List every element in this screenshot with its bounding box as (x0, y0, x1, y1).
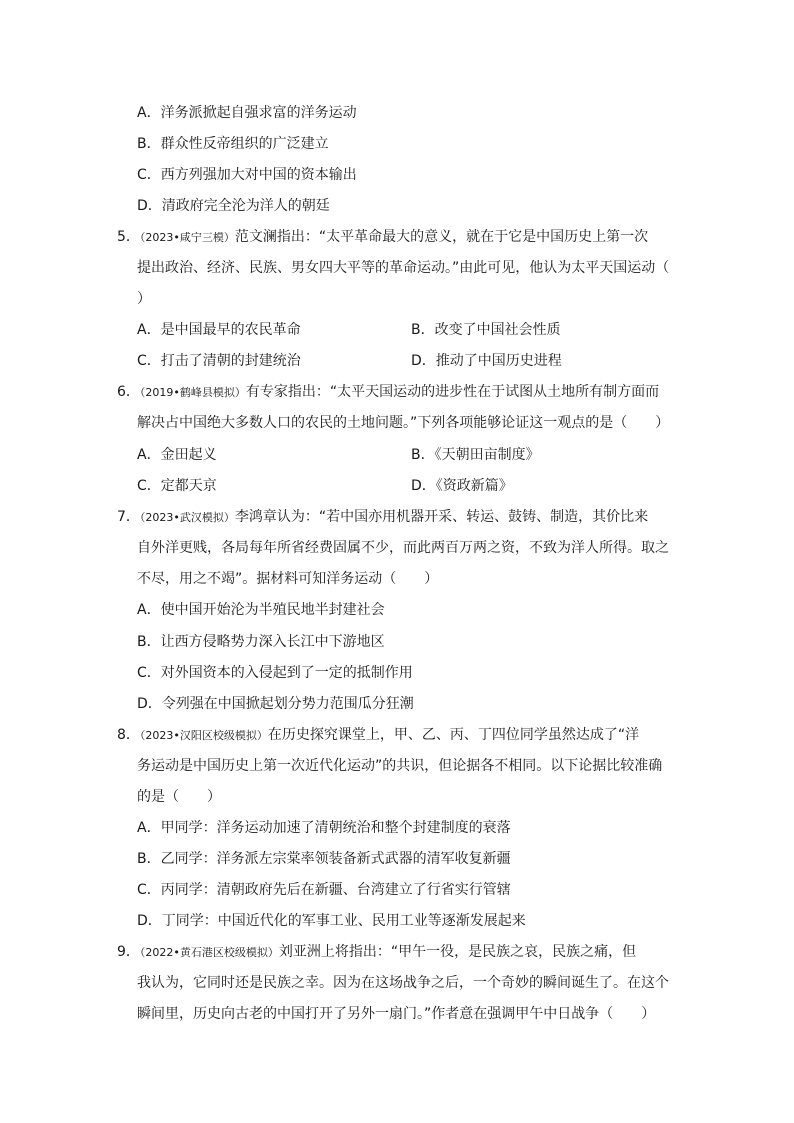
q5-option-d: D．推动了中国历史进程 (411, 353, 562, 369)
q9-line-2: 我认为，它同时还是民族之幸。因为在这场战争之后，一个奇妙的瞬间诞生了。在这个 (137, 975, 669, 991)
q6-number: 6． (117, 384, 140, 400)
q9-text-1: 刘亚洲上将指出：“甲午一役，是民族之哀，民族之痛，但 (278, 944, 637, 960)
q6-option-b: B．《天朝田亩制度》 (411, 447, 540, 463)
q5-option-b: B．改变了中国社会性质 (411, 322, 561, 338)
q9-line-1 (117, 937, 677, 968)
q6-option-d: D．《资政新篇》 (411, 478, 513, 494)
q9-number: 9． (117, 944, 140, 960)
question-6 (117, 377, 677, 439)
q8-option-d: D．丁同学：中国近代化的军事工业、民用工业等逐渐发展起来 (137, 913, 526, 929)
q6-source: （2019•鹤峰县模拟） (139, 386, 246, 399)
q6-option-a: A．金田起义 (137, 447, 217, 463)
q8-line-1 (117, 720, 677, 751)
q9-line-3: 瞬间里，历史向古老的中国打开了另外一扇门。”作者意在强调甲午中日战争（ ） (137, 1006, 656, 1022)
q7-text-1: 李鸿章认为：“若中国亦用机器开采、转运、鼓铸、制造，其价比来 (234, 509, 649, 525)
q7-line-2: 自外洋更贱，各局每年所省经费固属不少，而此两百万两之资，不致为洋人所得。取之 (137, 540, 669, 556)
q6-option-c: C．定都天京 (137, 478, 217, 494)
q5-option-c: C．打击了清朝的封建统治 (137, 353, 301, 369)
q5-option-a: A．是中国最早的农民革命 (137, 322, 301, 338)
q4-option-b: B．群众性反帝组织的广泛建立 (137, 136, 329, 152)
question-5 (117, 222, 677, 315)
q7-number: 7． (117, 509, 140, 525)
q7-option-d: D．令列强在中国掀起划分势力范围瓜分狂潮 (137, 696, 414, 712)
q8-option-a: A．甲同学：洋务运动加速了清朝统治和整个封建制度的衰落 (137, 820, 511, 836)
q4-option-d: D．清政府完全沦为洋人的朝廷 (137, 198, 330, 214)
q5-line-2: 提出政治、经济、民族、男女四大平等的革命运动。”由此可见，他认为太平天国运动（ (137, 260, 670, 276)
q7-option-b: B．让西方侵略势力深入长江中下游地区 (137, 634, 385, 650)
question-9 (117, 937, 677, 1030)
q5-source: （2023•咸宁三模） (139, 231, 235, 244)
question-7 (117, 502, 677, 595)
q8-line-2: 务运动是中国历史上第一次近代化运动”的共识，但论据各不相同。以下论据比较准确 (137, 758, 663, 774)
q8-option-b: B．乙同学：洋务派左宗棠率领装备新式武器的清军收复新疆 (137, 851, 511, 867)
q6-line-1 (117, 377, 677, 408)
q8-source: （2023•汉阳区校级模拟） (139, 729, 268, 742)
q4-option-c: C．西方列强加大对中国的资本输出 (137, 167, 357, 183)
q4-option-a: A．洋务派掀起自强求富的洋务运动 (137, 105, 357, 121)
q5-text-1: 范文澜指出：“太平革命最大的意义，就在于它是中国历史上第一次 (234, 229, 649, 245)
q8-text-1: 在历史探究课堂上，甲、乙、丙、丁四位同学虽然达成了“洋 (267, 727, 640, 743)
q8-number: 8． (117, 727, 140, 743)
q5-line-1 (117, 222, 677, 253)
q7-option-a: A．使中国开始沦为半殖民地半封建社会 (137, 602, 385, 618)
q7-source: （2023•武汉模拟） (139, 511, 235, 524)
q9-source: （2022•黄石港区校级模拟） (139, 946, 279, 959)
q8-line-3: 的是（ ） (137, 789, 221, 805)
q7-option-c: C．对外国资本的入侵起到了一定的抵制作用 (137, 665, 413, 681)
q7-line-1 (117, 502, 677, 533)
q5-line-3: ） (137, 291, 151, 307)
q7-line-3: 不尽，用之不竭”。据材料可知洋务运动（ ） (137, 571, 439, 587)
q6-line-2: 解决占中国绝大多数人口的农民的土地问题。”下列各项能够论证这一观点的是（ ） (137, 415, 670, 431)
q6-text-1: 有专家指出：“太平天国运动的进步性在于试图从土地所有制方面而 (245, 384, 660, 400)
q8-option-c: C．丙同学：清朝政府先后在新疆、台湾建立了行省实行管辖 (137, 882, 511, 898)
question-8 (117, 720, 677, 813)
q5-number: 5． (117, 229, 140, 245)
